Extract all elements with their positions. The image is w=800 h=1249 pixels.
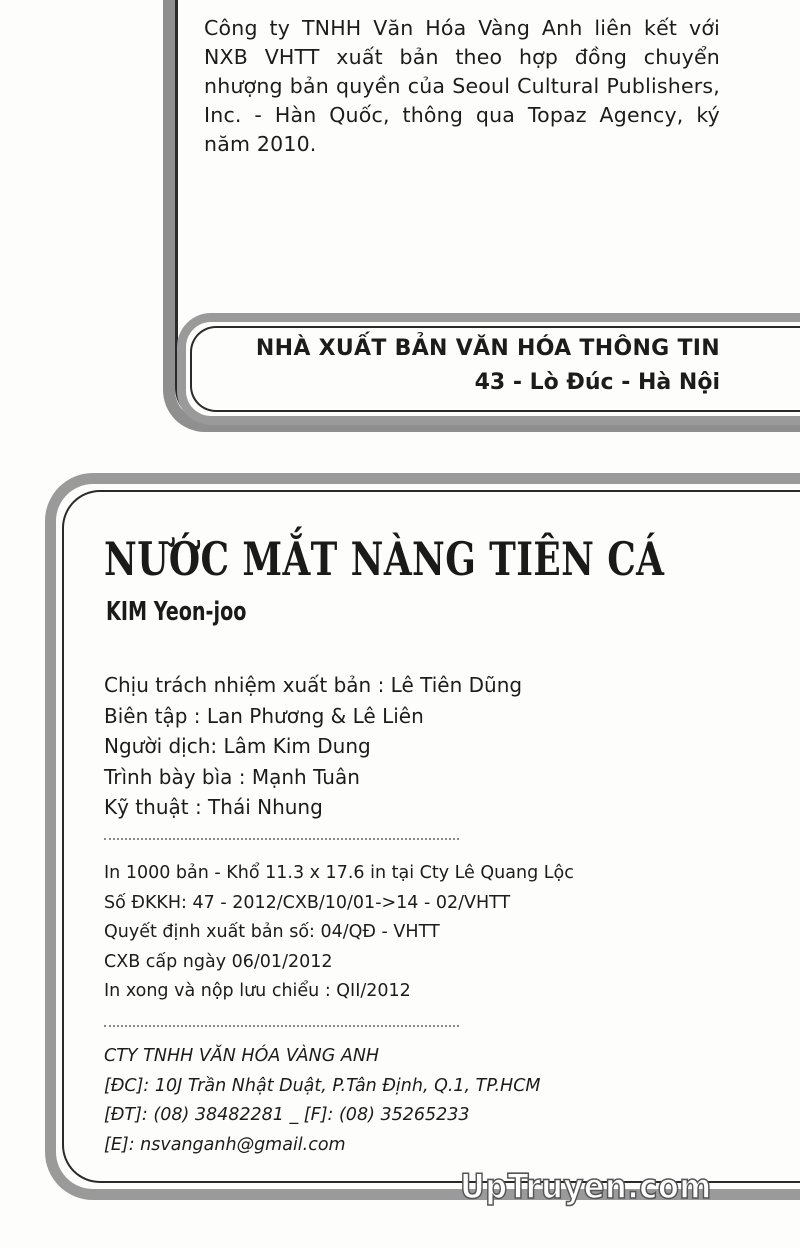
company-name: CTY TNHH VĂN HÓA VÀNG ANH — [104, 1046, 380, 1066]
credit-technical: Kỹ thuật : Thái Nhung — [104, 795, 323, 819]
license-date: CXB cấp ngày 06/01/2012 — [104, 951, 333, 972]
book-author: KIM Yeon-joo — [106, 597, 247, 627]
publisher-name: NHÀ XUẤT BẢN VĂN HÓA THÔNG TIN — [255, 336, 720, 361]
company-phone-fax: [ĐT]: (08) 38482281 _ [F]: (08) 35265233 — [104, 1105, 470, 1125]
watermark-text: UpTruyen.com — [460, 1167, 712, 1207]
deposit-info: In xong và nộp lưu chiểu : QII/2012 — [104, 981, 411, 1001]
divider-dotted — [104, 1025, 459, 1027]
registration-number: Số ĐKKH: 47 - 2012/CXB/10/01->14 - 02/VHTT — [104, 892, 511, 913]
company-address: [ĐC]: 10J Trần Nhật Duật, P.Tân Định, Q.1, TP.HCM — [104, 1075, 541, 1096]
print-run: In 1000 bản - Khổ 11.3 x 17.6 in tại Cty Lê Quang Lộc — [104, 863, 574, 883]
credit-responsible: Chịu trách nhiệm xuất bản : Lê Tiên Dũng — [104, 673, 523, 697]
credit-cover-design: Trình bày bìa : Mạnh Tuân — [104, 764, 360, 789]
publisher-box — [177, 313, 800, 425]
publishing-decision: Quyết định xuất bản số: 04/QĐ - VHTT — [104, 922, 440, 942]
publisher-address: 43 - Lò Đúc - Hà Nội — [474, 370, 720, 395]
company-email: [E]: nsvanganh@gmail.com — [104, 1134, 346, 1155]
license-statement: Công ty TNHH Văn Hóa Vàng Anh liên kết với NXB VHTT xuất bản theo hợp đồng chuyển nhượng bản quyền của Seoul Cultural Publishers, Inc. - Hàn Quốc, thông qua Topaz Agency, ký năm 2010. — [204, 16, 720, 156]
credit-editor: Biên tập : Lan Phương & Lê Liên — [104, 703, 424, 728]
credits-list — [104, 670, 522, 823]
divider-dotted — [104, 838, 459, 840]
print-info-list — [104, 859, 574, 1007]
book-title: NƯỚC MẮT NÀNG TIÊN CÁ — [104, 532, 665, 586]
credit-translator: Người dịch: Lâm Kim Dung — [104, 734, 371, 758]
company-info-list — [104, 1042, 541, 1160]
